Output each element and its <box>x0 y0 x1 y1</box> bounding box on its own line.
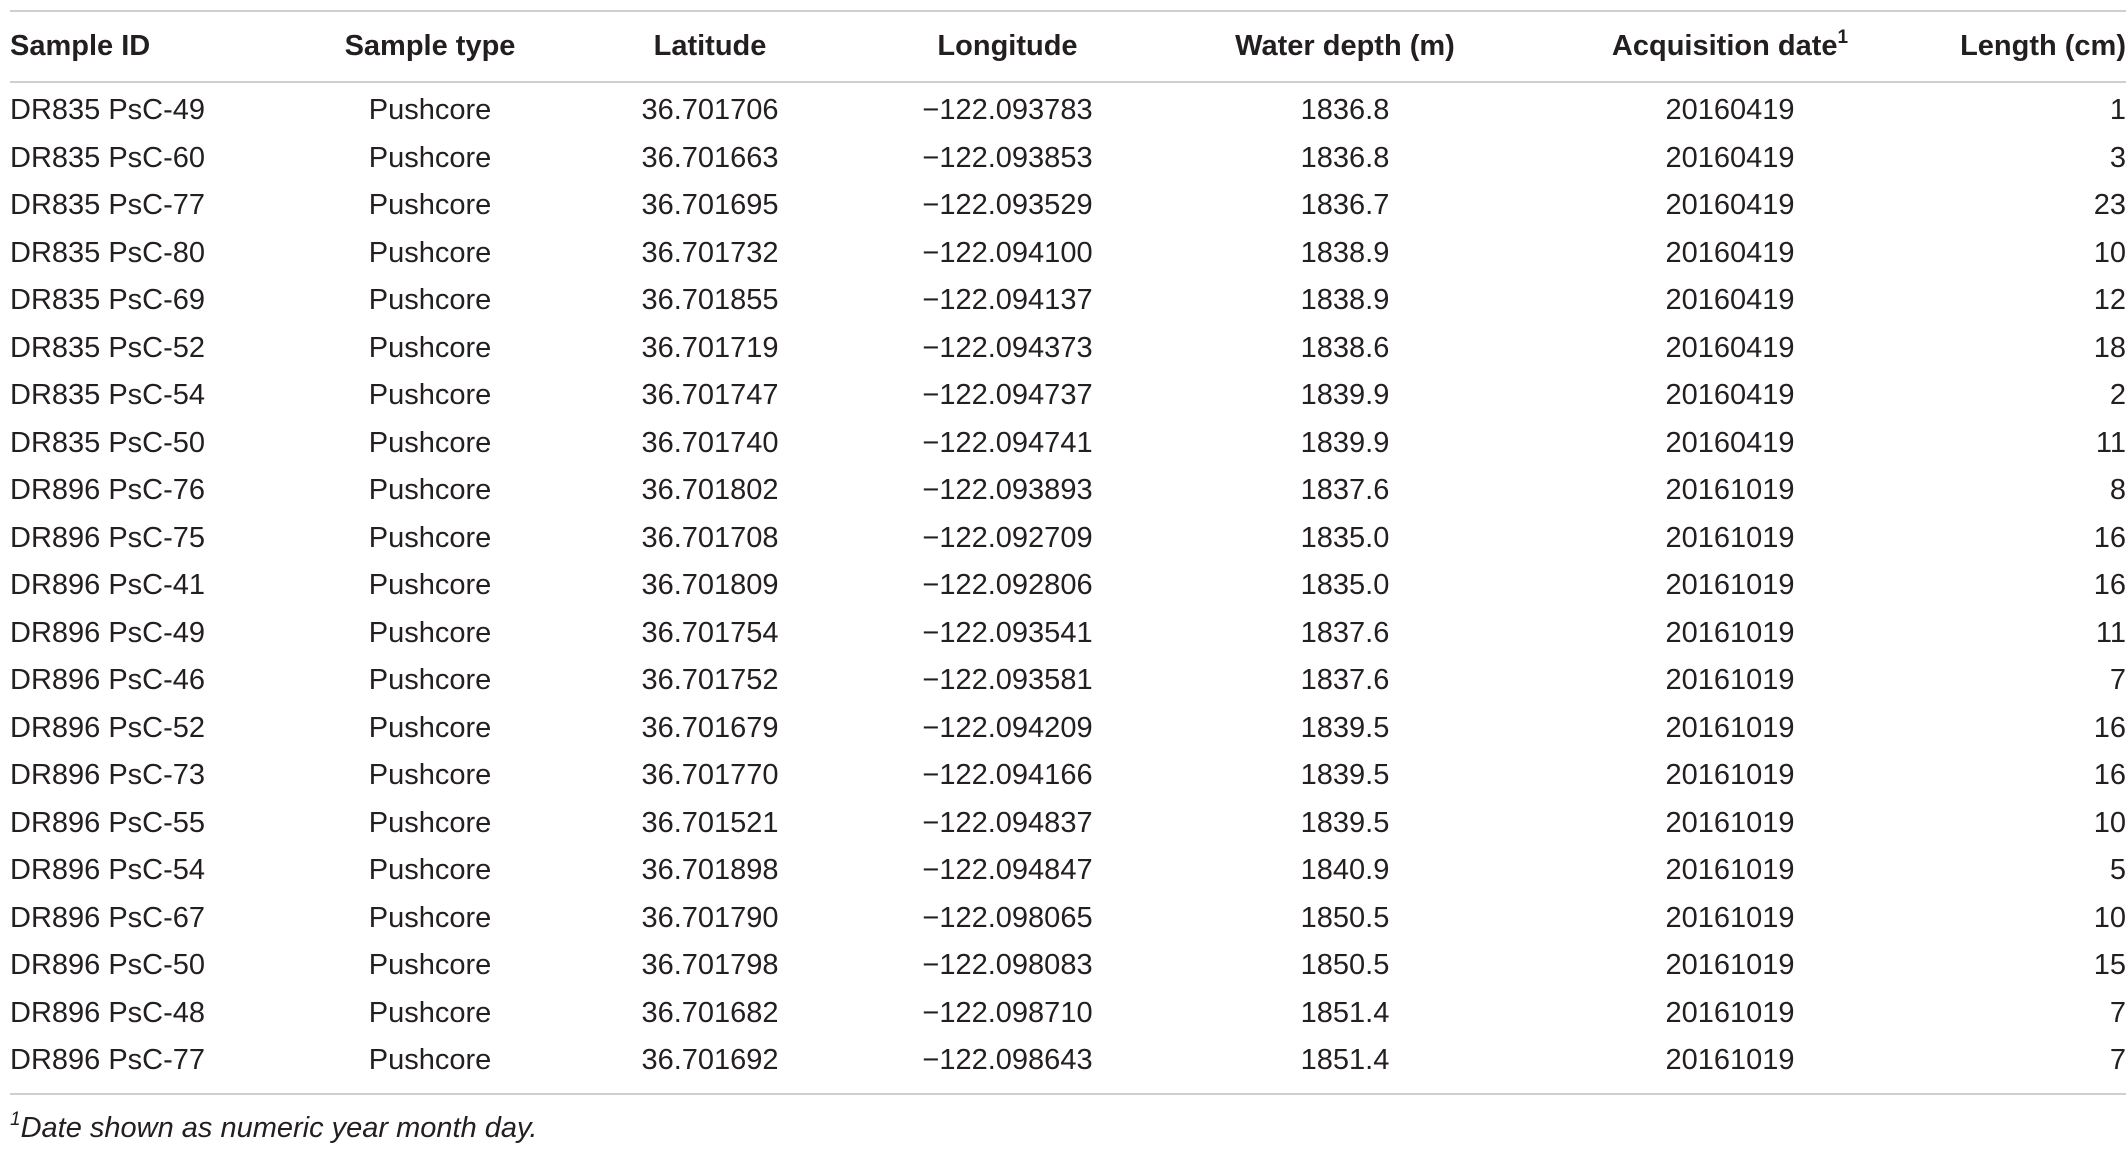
cell-acquisition-date: 20161019 <box>1665 474 1795 507</box>
table-row <box>10 182 2126 230</box>
footnote-text: Date shown as numeric year month day. <box>20 1112 538 1144</box>
table-header <box>10 11 2126 82</box>
cell-longitude: −122.093581 <box>922 664 1093 697</box>
cell-water-depth: 1836.8 <box>1300 141 1390 174</box>
table-row <box>10 135 2126 183</box>
cell-latitude: 36.701708 <box>641 521 779 554</box>
cell-latitude: 36.701754 <box>641 616 779 649</box>
cell-longitude: −122.094737 <box>922 379 1093 412</box>
cell-longitude: −122.094847 <box>922 854 1093 887</box>
cell-water-depth: 1851.4 <box>1300 1044 1390 1077</box>
cell-sample-id: DR896 PsC-50 <box>10 949 206 982</box>
cell-acquisition-date: 20161019 <box>1665 949 1795 982</box>
cell-length: 15 <box>2093 949 2126 982</box>
cell-length: 10 <box>2093 806 2126 839</box>
cell-latitude: 36.701809 <box>641 569 779 602</box>
cell-latitude: 36.701695 <box>641 189 779 222</box>
cell-water-depth: 1836.7 <box>1300 189 1390 222</box>
header-footnote-marker: 1 <box>1837 27 1849 48</box>
cell-acquisition-date: 20161019 <box>1665 901 1795 934</box>
cell-sample-type: Pushcore <box>368 996 492 1029</box>
cell-water-depth: 1850.5 <box>1300 949 1390 982</box>
cell-latitude: 36.701719 <box>641 331 779 364</box>
table-row <box>10 800 2126 848</box>
table-row <box>10 990 2126 1038</box>
cell-water-depth: 1839.9 <box>1300 426 1390 459</box>
cell-sample-type: Pushcore <box>368 379 492 412</box>
cell-acquisition-date: 20161019 <box>1665 1044 1795 1077</box>
cell-acquisition-date: 20160419 <box>1665 331 1795 364</box>
cell-latitude: 36.701706 <box>641 94 779 127</box>
cell-latitude: 36.701898 <box>641 854 779 887</box>
cell-acquisition-date: 20161019 <box>1665 569 1795 602</box>
cell-longitude: −122.094166 <box>922 759 1093 792</box>
cell-sample-id: DR835 PsC-77 <box>10 189 206 222</box>
table-row <box>10 847 2126 895</box>
cell-sample-type: Pushcore <box>368 331 492 364</box>
cell-sample-type: Pushcore <box>368 1044 492 1077</box>
cell-water-depth: 1839.5 <box>1300 711 1390 744</box>
table-row <box>10 610 2126 658</box>
cell-sample-type: Pushcore <box>368 284 492 317</box>
cell-latitude: 36.701855 <box>641 284 779 317</box>
cell-length: 12 <box>2093 284 2126 317</box>
cell-longitude: −122.093541 <box>922 616 1093 649</box>
table-row <box>10 752 2126 800</box>
cell-length: 7 <box>2109 664 2126 697</box>
cell-sample-type: Pushcore <box>368 474 492 507</box>
cell-longitude: −122.094837 <box>922 806 1093 839</box>
table-row <box>10 895 2126 943</box>
cell-water-depth: 1837.6 <box>1300 474 1390 507</box>
cell-longitude: −122.094100 <box>922 236 1093 269</box>
cell-sample-id: DR835 PsC-49 <box>10 94 206 127</box>
table-row <box>10 467 2126 515</box>
cell-water-depth: 1851.4 <box>1300 996 1390 1029</box>
table-footnote <box>10 1109 538 1145</box>
header-sample-id: Sample ID <box>10 30 151 62</box>
table-row <box>10 562 2126 610</box>
cell-sample-id: DR896 PsC-73 <box>10 759 206 792</box>
cell-latitude: 36.701521 <box>641 806 779 839</box>
table-row <box>10 515 2126 563</box>
cell-water-depth: 1839.5 <box>1300 806 1390 839</box>
cell-water-depth: 1850.5 <box>1300 901 1390 934</box>
cell-sample-type: Pushcore <box>368 664 492 697</box>
cell-longitude: −122.094209 <box>922 711 1093 744</box>
header-acquisition-date-label: Acquisition date <box>1611 30 1838 62</box>
cell-length: 16 <box>2093 711 2126 744</box>
cell-water-depth: 1838.6 <box>1300 331 1390 364</box>
cell-water-depth: 1840.9 <box>1300 854 1390 887</box>
header-latitude: Latitude <box>653 30 767 62</box>
table-row <box>10 942 2126 990</box>
cell-longitude: −122.094373 <box>922 331 1093 364</box>
cell-latitude: 36.701679 <box>641 711 779 744</box>
cell-sample-type: Pushcore <box>368 806 492 839</box>
cell-sample-type: Pushcore <box>368 949 492 982</box>
cell-acquisition-date: 20160419 <box>1665 426 1795 459</box>
cell-water-depth: 1837.6 <box>1300 664 1390 697</box>
table-row <box>10 82 2126 135</box>
table-row <box>10 657 2126 705</box>
header-longitude: Longitude <box>937 30 1078 62</box>
header-water-depth: Water depth (m) <box>1235 30 1455 62</box>
header-acquisition-date <box>1535 11 1925 82</box>
cell-water-depth: 1839.5 <box>1300 759 1390 792</box>
cell-longitude: −122.093529 <box>922 189 1093 222</box>
cell-water-depth: 1838.9 <box>1300 284 1390 317</box>
cell-longitude: −122.092806 <box>922 569 1093 602</box>
cell-sample-id: DR896 PsC-41 <box>10 569 206 602</box>
cell-longitude: −122.094137 <box>922 284 1093 317</box>
cell-length: 5 <box>2109 854 2126 887</box>
cell-sample-type: Pushcore <box>368 426 492 459</box>
cell-latitude: 36.701790 <box>641 901 779 934</box>
cell-acquisition-date: 20160419 <box>1665 284 1795 317</box>
cell-acquisition-date: 20160419 <box>1665 189 1795 222</box>
cell-sample-id: DR835 PsC-80 <box>10 236 206 269</box>
cell-latitude: 36.701802 <box>641 474 779 507</box>
cell-sample-id: DR896 PsC-49 <box>10 616 206 649</box>
cell-water-depth: 1835.0 <box>1300 521 1390 554</box>
cell-sample-id: DR896 PsC-77 <box>10 1044 206 1077</box>
cell-longitude: −122.098710 <box>922 996 1093 1029</box>
cell-longitude: −122.098083 <box>922 949 1093 982</box>
cell-acquisition-date: 20160419 <box>1665 236 1795 269</box>
cell-latitude: 36.701752 <box>641 664 779 697</box>
footnote-marker: 1 <box>10 1109 21 1130</box>
cell-water-depth: 1838.9 <box>1300 236 1390 269</box>
cell-sample-id: DR835 PsC-50 <box>10 426 206 459</box>
cell-sample-type: Pushcore <box>368 854 492 887</box>
cell-sample-type: Pushcore <box>368 189 492 222</box>
cell-water-depth: 1837.6 <box>1300 616 1390 649</box>
samples-table <box>10 10 2126 1095</box>
cell-length: 7 <box>2109 996 2126 1029</box>
cell-latitude: 36.701732 <box>641 236 779 269</box>
cell-length: 16 <box>2093 759 2126 792</box>
cell-length: 11 <box>2095 616 2126 649</box>
cell-latitude: 36.701663 <box>641 141 779 174</box>
cell-sample-type: Pushcore <box>368 141 492 174</box>
cell-sample-type: Pushcore <box>368 711 492 744</box>
header-sample-type: Sample type <box>344 30 516 62</box>
table-row <box>10 230 2126 278</box>
cell-sample-id: DR896 PsC-46 <box>10 664 206 697</box>
cell-latitude: 36.701740 <box>641 426 779 459</box>
cell-sample-id: DR835 PsC-52 <box>10 331 206 364</box>
cell-sample-id: DR835 PsC-69 <box>10 284 206 317</box>
cell-sample-id: DR896 PsC-75 <box>10 521 206 554</box>
cell-acquisition-date: 20161019 <box>1665 711 1795 744</box>
cell-length: 7 <box>2109 1044 2126 1077</box>
cell-length: 1 <box>2109 94 2126 127</box>
table-body <box>10 82 2126 1094</box>
cell-length: 10 <box>2093 236 2126 269</box>
cell-acquisition-date: 20161019 <box>1665 521 1795 554</box>
cell-latitude: 36.701798 <box>641 949 779 982</box>
cell-latitude: 36.701682 <box>641 996 779 1029</box>
cell-length: 16 <box>2093 521 2126 554</box>
cell-sample-type: Pushcore <box>368 236 492 269</box>
table-row <box>10 325 2126 373</box>
cell-longitude: −122.098643 <box>922 1044 1093 1077</box>
cell-acquisition-date: 20161019 <box>1665 996 1795 1029</box>
cell-sample-id: DR835 PsC-54 <box>10 379 206 412</box>
cell-sample-id: DR896 PsC-48 <box>10 996 206 1029</box>
cell-sample-id: DR896 PsC-54 <box>10 854 206 887</box>
cell-water-depth: 1836.8 <box>1300 94 1390 127</box>
cell-acquisition-date: 20161019 <box>1665 664 1795 697</box>
cell-sample-type: Pushcore <box>368 759 492 792</box>
cell-latitude: 36.701692 <box>641 1044 779 1077</box>
cell-latitude: 36.701747 <box>641 379 779 412</box>
table-row <box>10 705 2126 753</box>
cell-sample-id: DR835 PsC-60 <box>10 141 206 174</box>
table-row <box>10 277 2126 325</box>
table-row <box>10 1037 2126 1094</box>
cell-acquisition-date: 20161019 <box>1665 616 1795 649</box>
cell-sample-type: Pushcore <box>368 616 492 649</box>
cell-length: 16 <box>2093 569 2126 602</box>
cell-sample-id: DR896 PsC-76 <box>10 474 206 507</box>
cell-length: 10 <box>2093 901 2126 934</box>
cell-sample-type: Pushcore <box>368 901 492 934</box>
cell-sample-type: Pushcore <box>368 521 492 554</box>
cell-sample-id: DR896 PsC-52 <box>10 711 206 744</box>
cell-water-depth: 1835.0 <box>1300 569 1390 602</box>
cell-longitude: −122.098065 <box>922 901 1093 934</box>
cell-length: 8 <box>2109 474 2126 507</box>
cell-water-depth: 1839.9 <box>1300 379 1390 412</box>
header-row <box>10 11 2126 82</box>
cell-sample-id: DR896 PsC-67 <box>10 901 206 934</box>
cell-acquisition-date: 20161019 <box>1665 806 1795 839</box>
cell-longitude: −122.094741 <box>922 426 1093 459</box>
header-length: Length (cm) <box>1960 30 2126 62</box>
cell-length: 11 <box>2095 426 2126 459</box>
table-row <box>10 420 2126 468</box>
cell-sample-id: DR896 PsC-55 <box>10 806 206 839</box>
cell-longitude: −122.092709 <box>922 521 1093 554</box>
cell-acquisition-date: 20161019 <box>1665 759 1795 792</box>
cell-acquisition-date: 20161019 <box>1665 854 1795 887</box>
cell-longitude: −122.093853 <box>922 141 1093 174</box>
cell-sample-type: Pushcore <box>368 569 492 602</box>
cell-sample-type: Pushcore <box>368 94 492 127</box>
cell-acquisition-date: 20160419 <box>1665 94 1795 127</box>
cell-longitude: −122.093783 <box>922 94 1093 127</box>
table-row <box>10 372 2126 420</box>
cell-length: 18 <box>2093 331 2126 364</box>
cell-acquisition-date: 20160419 <box>1665 141 1795 174</box>
cell-length: 23 <box>2093 189 2126 222</box>
cell-acquisition-date: 20160419 <box>1665 379 1795 412</box>
cell-length: 3 <box>2109 141 2126 174</box>
cell-longitude: −122.093893 <box>922 474 1093 507</box>
cell-latitude: 36.701770 <box>641 759 779 792</box>
cell-length: 2 <box>2109 379 2126 412</box>
